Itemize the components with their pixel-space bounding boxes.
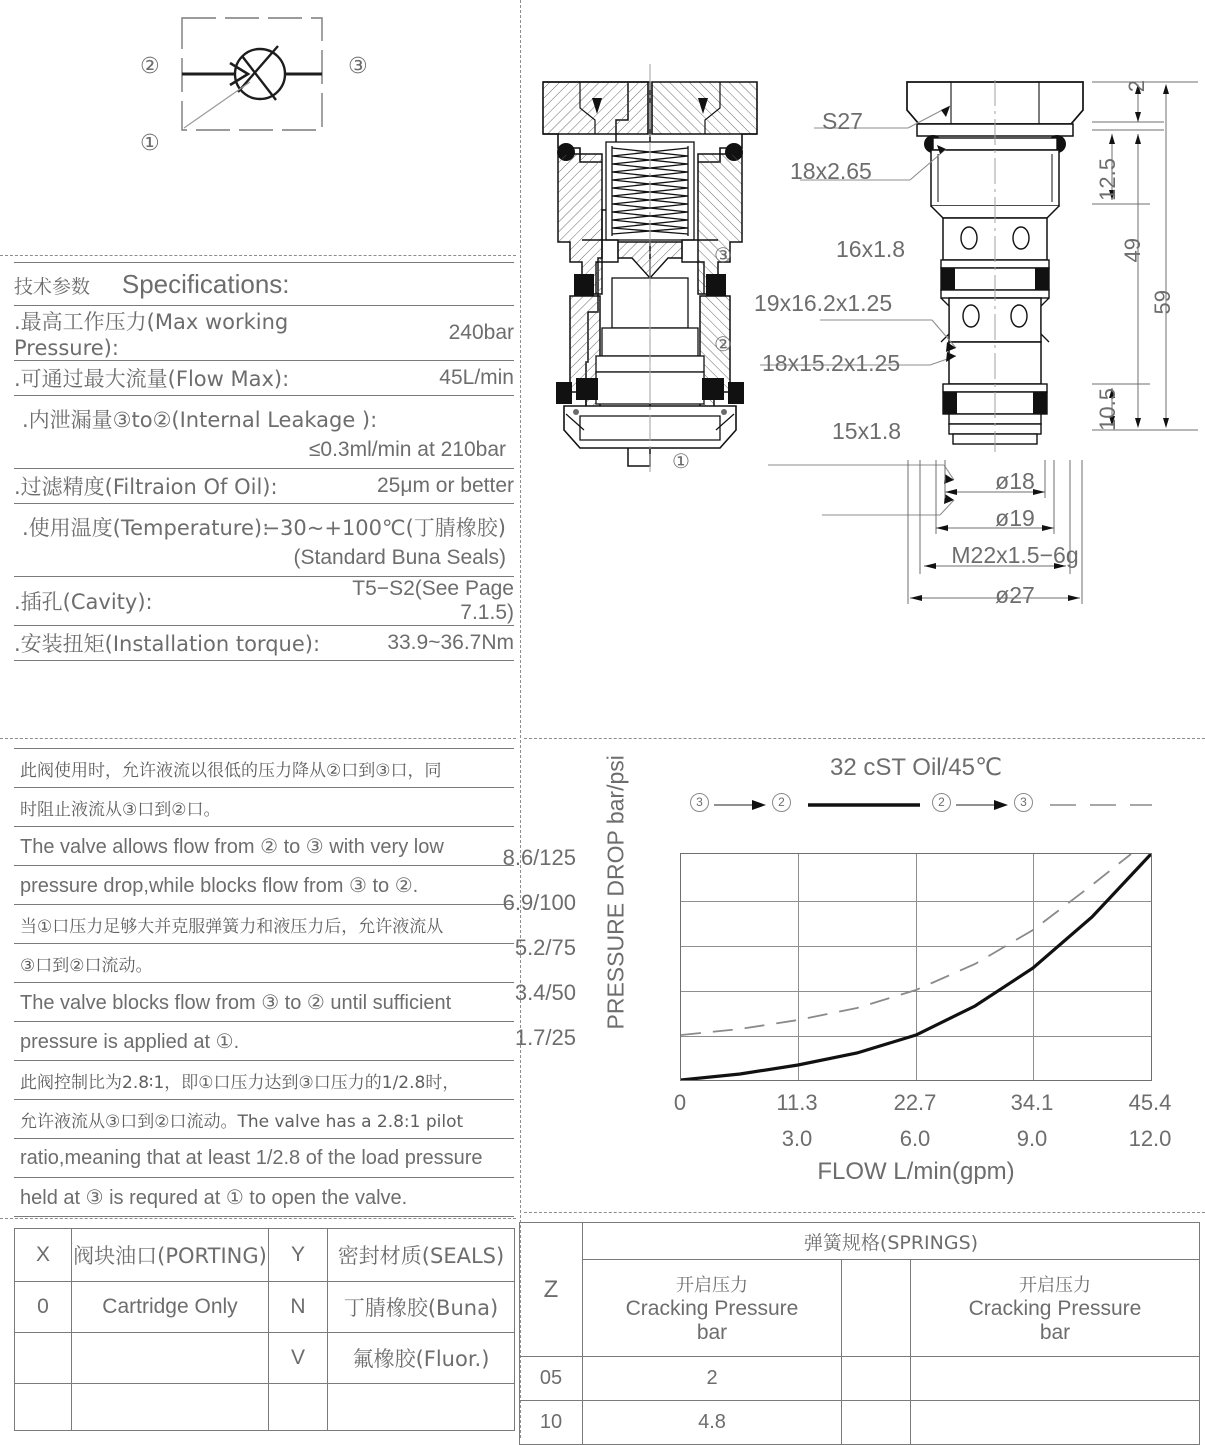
porting-cell-porting: Cartridge Only xyxy=(72,1282,269,1333)
spec-label: .过滤精度(Filtraion Of Oil): xyxy=(14,469,334,504)
legend-solid-sample xyxy=(808,798,920,812)
spec-value: ≤0.3ml/min at 210bar xyxy=(308,438,506,461)
spec-row xyxy=(14,626,514,661)
curve-2-to-3 xyxy=(681,854,1131,1035)
desc-row xyxy=(14,788,514,827)
springs-col-header-2 xyxy=(911,1260,1200,1357)
porting-row xyxy=(15,1384,515,1431)
desc-line: pressure is applied at ①. xyxy=(14,1022,514,1061)
legend-port-3b: 3 xyxy=(1014,793,1033,812)
spec-label: .最高工作压力(Max working Pressure): xyxy=(14,306,334,361)
porting-header-porting: 阀块油口(PORTING) xyxy=(72,1229,269,1282)
legend-arrow-2-icon xyxy=(956,798,1008,812)
springs-header-unit-2: bar xyxy=(1039,1321,1071,1344)
divider-horizontal-right-lower xyxy=(524,1212,1205,1213)
porting-header-seals: 密封材质(SEALS) xyxy=(328,1229,515,1282)
spec-row-temperature xyxy=(14,504,514,577)
springs-table xyxy=(519,1222,1200,1445)
springs-pressure: 4.8 xyxy=(583,1401,842,1445)
springs-col-header-1 xyxy=(583,1260,842,1357)
dim-label-d18: ø18 xyxy=(995,468,1035,494)
callout-18x2_65: 18x2.65 xyxy=(790,158,872,184)
desc-row xyxy=(14,749,514,788)
callout-19x16_2x1_25: 19x16.2x1.25 xyxy=(754,290,893,316)
legend-dashed-sample xyxy=(1050,798,1152,812)
springs-title: 弹簧规格(SPRINGS) xyxy=(583,1223,1200,1260)
porting-cell-y: N xyxy=(269,1282,328,1333)
spec-label: .安装扭矩(Installation torque): xyxy=(14,626,334,661)
springs-header-cn: 开启压力 xyxy=(676,1275,748,1296)
chart-curves xyxy=(681,854,1151,1080)
porting-cell-x: 0 xyxy=(15,1282,72,1333)
desc-row xyxy=(14,983,514,1022)
chart-xtick-22_7: 22.7 xyxy=(893,1090,937,1115)
porting-cell-x xyxy=(15,1384,72,1431)
pressure-drop-chart xyxy=(502,748,1202,1196)
spec-title-cn: 技术参数 xyxy=(14,275,91,298)
desc-line: held at ③ is requred at ① to open the valve. xyxy=(14,1178,514,1217)
porting-header-x: X xyxy=(15,1229,72,1282)
spec-row xyxy=(14,469,514,504)
valve-section-drawing xyxy=(540,62,760,474)
callout-s27: S27 xyxy=(822,108,863,134)
divider-horizontal-lower xyxy=(0,1218,516,1219)
springs-header-unit: bar xyxy=(696,1321,728,1344)
porting-cell-seals: 氟橡胶(Fluor.) xyxy=(328,1333,515,1384)
desc-line: 此阀控制比为2.8∶1，即①口压力达到③口压力的1/2.8时， xyxy=(14,1061,514,1100)
desc-row xyxy=(14,944,514,983)
spec-value: 45L/min xyxy=(334,361,514,396)
spec-label: .可通过最大流量(Flow Max): xyxy=(14,361,334,396)
divider-horizontal-right-mid xyxy=(524,738,1205,739)
porting-header-y: Y xyxy=(269,1229,328,1282)
chart-ytick-1: 1.7/25 xyxy=(514,1025,576,1050)
dim-label-10_5: 10.5 xyxy=(1095,388,1120,431)
dim-label-59: 59 xyxy=(1150,290,1175,315)
section-label-port-3: ③ xyxy=(714,245,732,267)
divider-horizontal-upper xyxy=(0,255,516,256)
springs-header-row xyxy=(520,1260,1200,1357)
porting-cell-y: V xyxy=(269,1333,328,1384)
divider-horizontal-mid xyxy=(0,738,516,739)
desc-row xyxy=(14,1100,514,1139)
spec-value: 33.9~36.7Nm xyxy=(334,626,514,661)
springs-pressure: 2 xyxy=(583,1357,842,1401)
curve-3-to-2 xyxy=(681,854,1151,1080)
chart-x-axis-title: FLOW L/min(gpm) xyxy=(817,1158,1015,1185)
porting-cell-seals xyxy=(328,1384,515,1431)
porting-cell-seals: 丁腈橡胶(Buna) xyxy=(328,1282,515,1333)
desc-line: The valve allows flow from ② to ③ with very low xyxy=(14,827,514,866)
chart-xtick2-9_0: 9.0 xyxy=(1016,1126,1048,1151)
chart-xtick-0: 0 xyxy=(673,1090,687,1115)
chart-xtick2-12_0: 12.0 xyxy=(1128,1126,1172,1151)
springs-code: 05 xyxy=(520,1357,583,1401)
spec-row-leakage xyxy=(14,396,514,469)
chart-ytick-3: 5.2/75 xyxy=(514,935,576,960)
dim-label-d19: ø19 xyxy=(995,505,1035,531)
spec-label: .使用温度(Temperature): xyxy=(22,516,270,540)
schematic-port-1-label: ① xyxy=(140,130,160,155)
spec-label: .内泄漏量③to②(Internal Leakage ): xyxy=(22,408,378,432)
callout-18x15_2x1_25: 18x15.2x1.25 xyxy=(762,350,901,376)
springs-code: 10 xyxy=(520,1401,583,1445)
desc-line: 此阀使用时，允许液流以很低的压力降从②口到③口，同 xyxy=(14,749,514,788)
legend-port-2: 2 xyxy=(772,793,791,812)
dim-label-12_5: 12.5 xyxy=(1095,158,1120,201)
porting-row xyxy=(15,1282,515,1333)
desc-line: pressure drop,while blocks flow from ③ to ②. xyxy=(14,866,514,905)
springs-row xyxy=(520,1357,1200,1401)
spec-label: .插孔(Cavity): xyxy=(14,577,334,626)
desc-line: 时阻止液流从③口到②口。 xyxy=(14,788,514,827)
chart-ytick-5: 8.6/125 xyxy=(502,845,576,870)
chart-xtick-45_4: 45.4 xyxy=(1128,1090,1172,1115)
schematic-port-3-label: ③ xyxy=(348,53,368,78)
porting-cell-y xyxy=(269,1384,328,1431)
porting-header-row xyxy=(15,1229,515,1282)
spec-row xyxy=(14,306,514,361)
chart-plot-area xyxy=(680,853,1152,1081)
chart-title: 32 cST Oil/45℃ xyxy=(830,754,1002,781)
schematic-symbol xyxy=(120,8,400,158)
spec-value: 240bar xyxy=(334,306,514,361)
porting-cell-x xyxy=(15,1333,72,1384)
desc-row xyxy=(14,1022,514,1061)
desc-row xyxy=(14,905,514,944)
dim-label-49: 49 xyxy=(1120,238,1145,263)
springs-code-header: Z xyxy=(520,1223,583,1357)
chart-xtick-34_1: 34.1 xyxy=(1010,1090,1054,1115)
desc-row xyxy=(14,866,514,905)
schematic-port-2-label: ② xyxy=(140,53,160,78)
legend-arrow-1-icon xyxy=(714,798,766,812)
chart-ytick-2: 3.4/50 xyxy=(514,980,576,1005)
chart-xtick-11_3: 11.3 xyxy=(776,1090,818,1115)
desc-line: 允许液流从③口到②口流动。The valve has a 2.8:1 pilot xyxy=(14,1100,514,1139)
spec-value: 25μm or better xyxy=(334,469,514,504)
callout-15x1_8: 15x1.8 xyxy=(832,418,902,444)
springs-title-row xyxy=(520,1223,1200,1260)
porting-row xyxy=(15,1333,515,1384)
spec-value: −30~+100℃(丁腈橡胶) xyxy=(262,516,506,540)
chart-ytick-4: 6.9/100 xyxy=(502,890,576,915)
section-label-port-1: ① xyxy=(672,451,690,473)
desc-row xyxy=(14,1139,514,1178)
dim-label-m22: M22x1.5−6g xyxy=(951,542,1079,568)
desc-row xyxy=(14,1178,514,1217)
spec-row xyxy=(14,361,514,396)
chart-y-axis-title: PRESSURE DROP bar/psi xyxy=(602,755,629,1030)
specifications-table xyxy=(14,262,514,661)
section-label-port-2: ② xyxy=(714,334,732,356)
chart-xtick2-6_0: 6.0 xyxy=(899,1126,931,1151)
springs-header-en-2: Cracking Pressure xyxy=(968,1297,1142,1320)
desc-line: ③口到②口流动。 xyxy=(14,944,514,983)
spec-value-secondary: (Standard Buna Seals) xyxy=(293,546,506,569)
springs-pressure-2 xyxy=(911,1357,1200,1401)
desc-line: ratio,meaning that at least 1/2.8 of the load pressure xyxy=(14,1139,514,1178)
porting-cell-porting xyxy=(72,1333,269,1384)
spec-row xyxy=(14,577,514,626)
legend-port-2b: 2 xyxy=(932,793,951,812)
spec-value: T5−S2(See Page 7.1.5) xyxy=(334,577,514,626)
porting-cell-porting xyxy=(72,1384,269,1431)
springs-header-cn-2: 开启压力 xyxy=(1019,1275,1091,1296)
porting-seals-table xyxy=(14,1228,515,1431)
callout-16x1_8: 16x1.8 xyxy=(836,236,906,262)
spec-title-row xyxy=(14,263,514,306)
description-table xyxy=(14,748,514,1217)
desc-line: 当①口压力足够大并克服弹簧力和液压力后，允许液流从 xyxy=(14,905,514,944)
springs-code-2 xyxy=(842,1357,911,1401)
legend-label-3-to-2: 3 xyxy=(690,793,709,812)
chart-legend xyxy=(690,790,1152,820)
dim-label-2: 2 xyxy=(1124,80,1149,93)
springs-spacer-1 xyxy=(842,1260,911,1357)
dim-label-d27: ø27 xyxy=(995,582,1035,608)
springs-header-en: Cracking Pressure xyxy=(625,1297,799,1320)
desc-row xyxy=(14,1061,514,1100)
chart-xtick2-3_0: 3.0 xyxy=(781,1126,813,1151)
spec-title-en: Specifications: xyxy=(121,268,290,299)
desc-line: The valve blocks flow from ③ to ② until sufficient xyxy=(14,983,514,1022)
desc-row xyxy=(14,827,514,866)
